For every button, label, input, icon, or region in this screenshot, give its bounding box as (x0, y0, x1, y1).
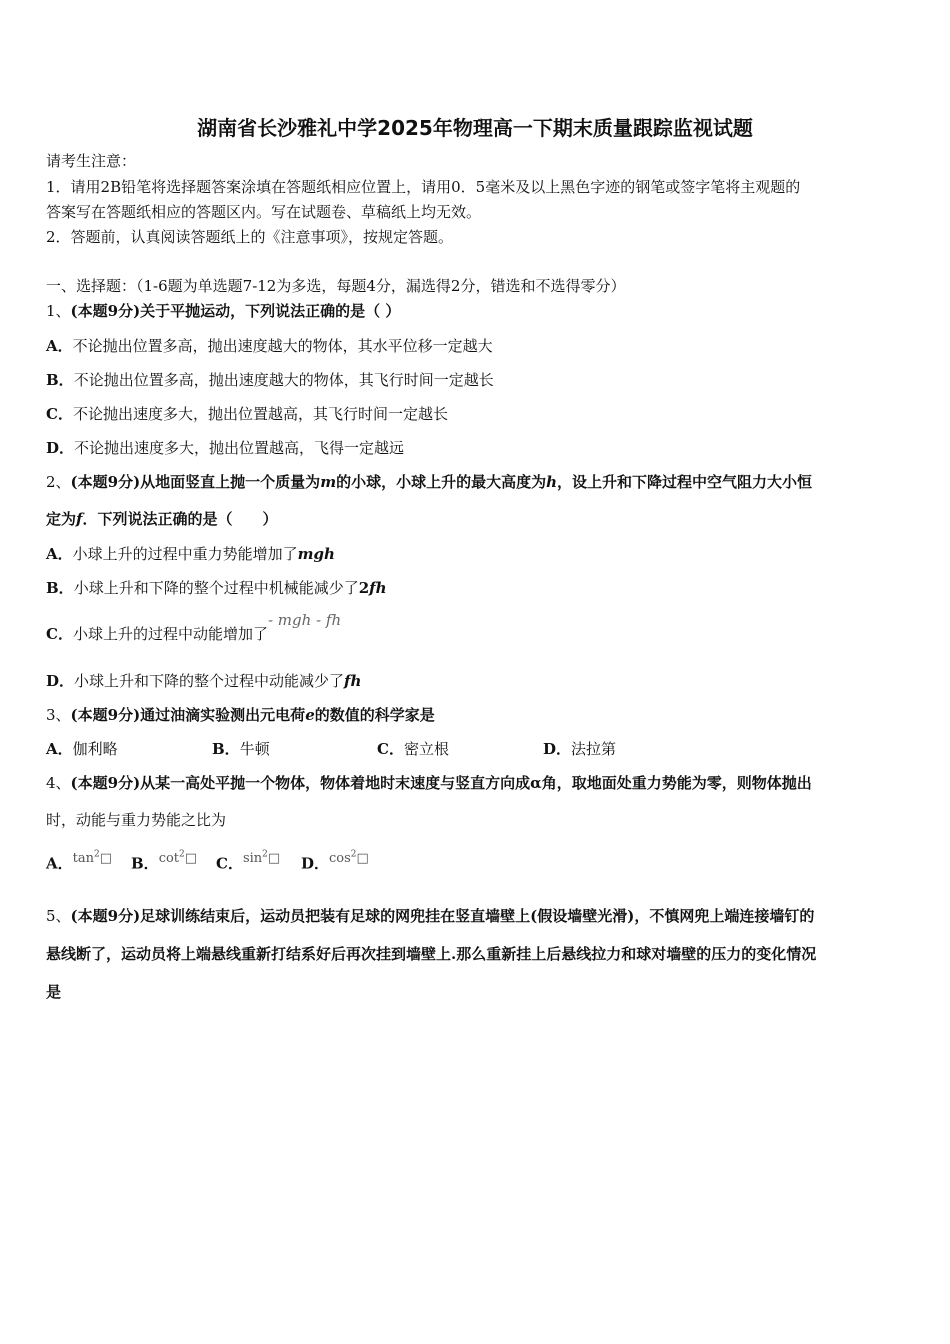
q2-option-d (46, 671, 361, 691)
trig-exp: 2 (262, 850, 268, 860)
q1-option-b (46, 370, 494, 390)
notice-item-1-line-2: 答案写在答题纸相应的答题区内。写在试题卷、草稿纸上均无效。 (46, 203, 482, 221)
option-label: B． (46, 371, 74, 389)
q3-stem-part: 的数值的科学家是 (314, 706, 435, 724)
q2-var-h: h (546, 473, 557, 491)
q3-number: 3、 (46, 706, 71, 724)
q3-option-b (212, 739, 270, 759)
q1-option-a (46, 336, 493, 356)
q2-stem-part: 的小球，小球上升的最大高度为 (336, 473, 547, 491)
q3-option-d (543, 739, 616, 759)
option-text: 不论抛出位置多高，抛出速度越大的物体，其飞行时间一定越长 (73, 371, 494, 389)
section-heading: 一、选择题：（1-6题为单选题7-12为多选，每题4分，漏选得2分，错选和不选得零分） (46, 277, 626, 295)
option-label: C． (46, 405, 73, 423)
trig-fn: cos (329, 851, 351, 867)
q2-stem-line-1 (46, 472, 812, 492)
trig-exp: 2 (179, 850, 185, 860)
option-text: 小球上升的过程中重力势能增加了 (72, 545, 298, 563)
option-num: 2 (358, 579, 370, 597)
option-text: 小球上升和下降的整个过程中机械能减少了 (73, 579, 359, 597)
option-label: D． (46, 439, 75, 457)
q5-stem-line-3: 是 (46, 983, 62, 1001)
q2-stem-line-2 (46, 509, 277, 529)
trig-arg-box: □ (184, 851, 198, 867)
option-label: D． (46, 672, 75, 690)
option-label: B． (212, 740, 240, 758)
option-formula: - mgh - fh (267, 611, 342, 629)
trig-fn: sin (242, 851, 263, 867)
q1-stem (46, 301, 400, 321)
trig-expression (73, 851, 112, 866)
q4-option-d (301, 851, 369, 875)
option-var: fh (344, 672, 362, 690)
q3-stem-part: (本题9分)通过油滴实验测出元电荷 (70, 706, 306, 724)
option-text: 法拉第 (571, 740, 617, 758)
q3-option-a (46, 739, 118, 759)
option-label: C． (46, 625, 73, 643)
trig-exp: 2 (350, 850, 357, 860)
q1-option-c (46, 404, 448, 424)
option-text: 不论抛出位置多高，抛出速度越大的物体，其水平位移一定越大 (72, 337, 493, 355)
option-text: 不论抛出速度多大，抛出位置越高，飞得一定越远 (74, 439, 405, 457)
q3-option-c (377, 739, 449, 759)
q4-number: 4、 (46, 774, 71, 792)
q2-stem-part: ．下列说法正确的是（ ） (82, 510, 278, 528)
option-var: fh (369, 579, 387, 597)
option-text: 牛顿 (239, 740, 270, 758)
trig-expression (329, 851, 369, 866)
q2-stem-part: (本题9分)从地面竖直上抛一个质量为 (70, 473, 321, 491)
trig-fn: cot (158, 851, 180, 867)
q2-var-m: m (320, 473, 337, 491)
q4-option-b (131, 851, 197, 875)
notice-item-1-line-1: 1．请用2B铅笔将选择题答案涂填在答题纸相应位置上，请用0．5毫米及以上黑色字迹的钢笔或签字笔将主观题的 (46, 178, 801, 196)
trig-fn: tan (72, 851, 94, 867)
option-label: C． (216, 854, 243, 873)
q5-stem-line-2: 悬线断了，运动员将上端悬线重新打结系好后再次挂到墙壁上.那么重新挂上后悬线拉力和球对墙壁的压力的变化情况 (46, 945, 817, 963)
option-text: 伽利略 (72, 740, 118, 758)
q2-var-f: f (76, 510, 83, 528)
notice-heading: 请考生注意： (46, 152, 137, 170)
option-label: C． (377, 740, 404, 758)
option-label: A． (46, 854, 73, 873)
q4-stem-text: (本题9分)从某一高处平抛一个物体，物体着地时末速度与竖直方向成α角，取地面处重力势能为零，则物体抛出 (70, 774, 812, 792)
q2-option-a (46, 544, 335, 564)
trig-arg-box: □ (356, 851, 369, 867)
q2-stem-part: ，设上升和下降过程中空气阻力大小恒 (556, 473, 812, 491)
q1-stem-text: (本题9分)关于平抛运动，下列说法正确的是（ ） (70, 302, 401, 320)
trig-arg-box: □ (99, 851, 113, 867)
q2-option-b (46, 578, 387, 598)
option-label: A． (46, 740, 73, 758)
option-label: B． (46, 579, 74, 597)
q2-number: 2、 (46, 473, 71, 491)
trig-exp: 2 (94, 850, 100, 860)
page-title: 湖南省长沙雅礼中学2025年物理高一下期末质量跟踪监视试题 (197, 116, 753, 140)
option-label: A． (46, 545, 73, 563)
notice-item-2: 2．答题前，认真阅读答题纸上的《注意事项》，按规定答题。 (46, 228, 454, 246)
option-label: D． (301, 854, 330, 873)
q4-option-a (46, 851, 112, 875)
option-text: 不论抛出速度多大，抛出位置越高，其飞行时间一定越长 (72, 405, 448, 423)
option-text: 小球上升和下降的整个过程中动能减少了 (74, 672, 345, 690)
trig-arg-box: □ (267, 851, 281, 867)
option-label: A． (46, 337, 73, 355)
q3-stem (46, 705, 435, 725)
q5-stem-text: (本题9分)足球训练结束后，运动员把装有足球的网兜挂在竖直墙壁上(假设墙壁光滑)，不慎网兜上端连接墙钉的 (70, 907, 815, 925)
trig-expression (243, 851, 280, 866)
option-var: mgh (297, 545, 335, 563)
q4-stem-line-2: 时，动能与重力势能之比为 (46, 811, 227, 829)
q2-stem-part: 定为 (46, 510, 77, 528)
q4-stem-line-1 (46, 773, 812, 793)
q5-number: 5、 (46, 907, 71, 925)
q5-stem-line-1 (46, 906, 814, 926)
q1-option-d (46, 438, 404, 458)
q2-option-c (46, 611, 342, 644)
option-text: 密立根 (403, 740, 449, 758)
q4-option-c (216, 851, 280, 875)
option-label: D． (543, 740, 572, 758)
option-text: 小球上升的过程中动能增加了 (72, 625, 268, 643)
option-label: B． (131, 854, 159, 873)
trig-expression (159, 851, 197, 866)
q3-var-e: e (305, 706, 315, 724)
q1-number: 1、 (46, 302, 71, 320)
